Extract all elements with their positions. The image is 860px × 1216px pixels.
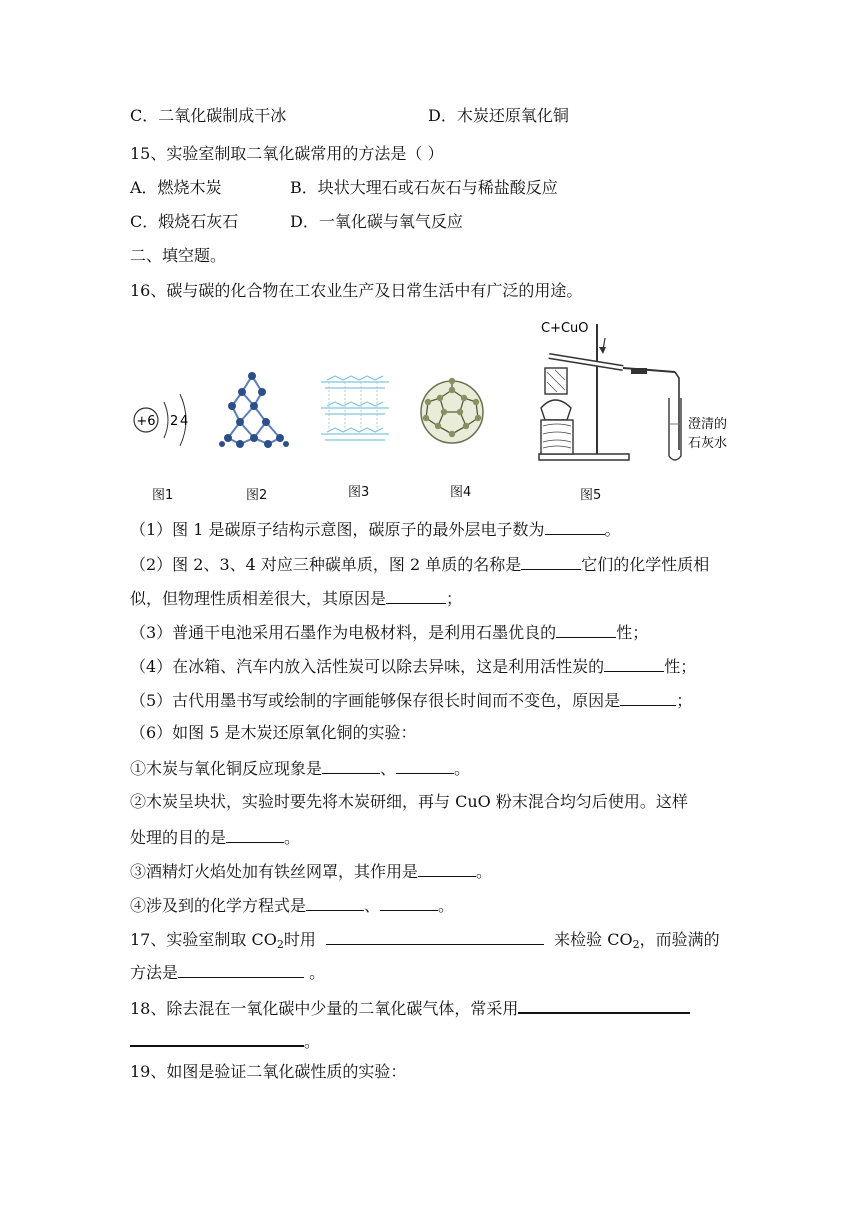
carbon-reduction-apparatus	[535, 316, 740, 466]
q16-part2-text-c: 似，但物理性质相差很大，其原因是	[130, 589, 387, 608]
q16-part2-text: （2）图 2、3、4 对应三种碳单质，图 2 单质的名称是	[130, 555, 522, 574]
q16-sub3-end: 。	[476, 862, 493, 881]
carbon-atom-diagram	[130, 380, 200, 460]
answer-blank[interactable]	[521, 553, 581, 570]
c60-fullerene-image	[416, 372, 488, 452]
q17-subscript-2b: 2	[632, 938, 640, 951]
q16-part2-end: ；	[446, 589, 463, 608]
q16-sub1-end: 。	[454, 759, 471, 778]
answer-blank[interactable]	[545, 518, 605, 535]
answer-blank[interactable]	[386, 587, 446, 604]
q16-sub1-sep: 、	[380, 759, 397, 778]
answer-blank[interactable]	[518, 996, 690, 1014]
diamond-structure-image	[210, 368, 300, 454]
answer-blank[interactable]	[380, 894, 438, 911]
q16-part2-cont	[130, 587, 462, 609]
q15-option-b: B．块状大理石或石灰石与稀盐酸反应	[290, 178, 558, 197]
q16-sub1	[130, 757, 470, 779]
q16-sub4-text: ④涉及到的化学方程式是	[130, 896, 307, 915]
limewater-label-line1: 澄清的	[688, 417, 728, 432]
q15-option-a: A．燃烧木炭	[130, 178, 222, 197]
q17-subscript-2: 2	[276, 938, 284, 951]
q16-part3-end: 性；	[616, 623, 649, 642]
q14-option-d: D．木炭还原氧化铜	[428, 106, 569, 125]
q17-text-b: 时用	[283, 930, 316, 949]
answer-blank[interactable]	[306, 894, 364, 911]
q16-sub2-end: 。	[284, 828, 301, 847]
answer-blank[interactable]	[130, 1029, 304, 1047]
q16-sub4	[130, 894, 454, 916]
q16-part4	[130, 655, 696, 677]
answer-blank[interactable]	[226, 826, 284, 843]
q16-sub4-sep: 、	[364, 896, 381, 915]
q16-sub2-cont	[130, 826, 300, 848]
q16-sub2-text-b: 处理的目的是	[130, 828, 227, 847]
q16-part2	[130, 553, 709, 575]
q16-part5	[130, 689, 692, 711]
answer-blank[interactable]	[620, 689, 676, 706]
q17-text-a: 17、实验室制取 CO	[130, 930, 277, 949]
q14-option-c: C．二氧化碳制成干冰	[130, 106, 287, 125]
q16-stem: 16、碳与碳的化合物在工农业生产及日常生活中有广泛的用途。	[130, 281, 583, 300]
q16-part2-text-b: 它们的化学性质相	[581, 555, 710, 574]
atom-shell1-count: 2	[170, 414, 179, 429]
q15-option-c: C．煅烧石灰石	[130, 212, 239, 231]
limewater-label-line2: 石灰水	[688, 436, 728, 451]
apparatus-reactant-label: C+CuO	[541, 321, 589, 336]
q16-sub1-text: ①木炭与氧化铜反应现象是	[130, 759, 323, 778]
q16-sub3	[130, 860, 492, 882]
graphite-structure-image	[315, 370, 395, 456]
answer-blank[interactable]	[178, 961, 304, 978]
answer-blank[interactable]	[556, 621, 616, 638]
q16-part1-text: （1）图 1 是碳原子结构示意图，碳原子的最外层电子数为	[130, 520, 545, 539]
q16-sub2: ②木炭呈块状，实验时要先将木炭研细，再与 CuO 粉末混合均匀后使用。这样	[130, 792, 688, 811]
q16-sub4-end: 。	[438, 896, 455, 915]
answer-blank[interactable]	[326, 928, 544, 945]
q17-text-c: 来检验 CO	[554, 930, 633, 949]
q16-part5-end: ；	[676, 691, 693, 710]
q16-part4-text: （4）在冰箱、汽车内放入活性炭可以除去异味，这是利用活性炭的	[130, 657, 605, 676]
q16-part6: （6）如图 5 是木炭还原氧化铜的实验：	[130, 723, 417, 742]
fig5-caption: 图5	[580, 488, 602, 503]
q17-end: 。	[304, 963, 326, 982]
fig3-caption: 图3	[348, 485, 370, 500]
answer-blank[interactable]	[322, 757, 380, 774]
q18-text: 18、除去混在一氧化碳中少量的二氧化碳气体，常采用	[130, 999, 519, 1018]
atom-nucleus-label: +6	[136, 414, 156, 429]
fig4-caption: 图4	[450, 485, 472, 500]
q16-part1	[130, 518, 621, 540]
q17-line2	[130, 961, 325, 983]
answer-blank[interactable]	[418, 860, 476, 877]
q16-part3	[130, 621, 648, 643]
q19-stem: 19、如图是验证二氧化碳性质的实验：	[130, 1062, 407, 1081]
q16-sub3-text: ③酒精灯火焰处加有铁丝网罩，其作用是	[130, 862, 419, 881]
fig2-caption: 图2	[246, 488, 268, 503]
atom-shell2-count: 4	[180, 414, 189, 429]
fig1-caption: 图1	[152, 488, 174, 503]
q17-line1	[130, 928, 720, 950]
q16-part3-text: （3）普通干电池采用石墨作为电极材料，是利用石墨优良的	[130, 623, 557, 642]
answer-blank[interactable]	[396, 757, 454, 774]
q18-end: 。	[304, 1032, 321, 1051]
q18-line1	[130, 996, 690, 1019]
q17-text-d: ，而验满的	[639, 930, 720, 949]
q17-text-e: 方法是	[130, 963, 179, 982]
q15-option-d: D．一氧化碳与氧气反应	[290, 212, 463, 231]
q16-part4-end: 性；	[664, 657, 697, 676]
section-heading: 二、填空题。	[130, 246, 227, 265]
q16-part1-end: 。	[604, 520, 621, 539]
q18-line2	[130, 1029, 320, 1052]
q16-part5-text: （5）古代用墨书写或绘制的字画能够保存很长时间而不变色，原因是	[130, 691, 621, 710]
q15-stem: 15、实验室制取二氧化碳常用的方法是（ ）	[130, 144, 444, 163]
answer-blank[interactable]	[604, 655, 664, 672]
